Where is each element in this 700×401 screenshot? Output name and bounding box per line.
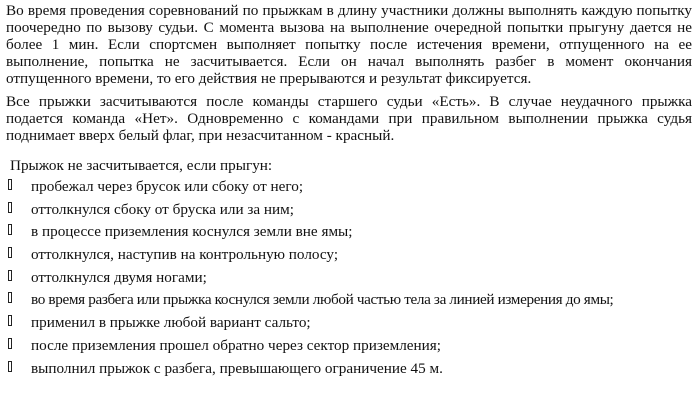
list-item-text: оттолкнулся двумя ногами; xyxy=(31,268,207,286)
square-bullet-icon xyxy=(8,361,12,372)
square-bullet-icon xyxy=(8,338,12,349)
square-bullet-icon xyxy=(8,315,12,326)
square-bullet-icon xyxy=(8,224,12,235)
list-item-text: в процессе приземления коснулся земли вне ямы; xyxy=(31,223,353,241)
square-bullet-icon xyxy=(8,179,12,190)
list-item xyxy=(6,246,692,263)
square-bullet-icon xyxy=(8,292,12,303)
foul-rules-list xyxy=(6,178,692,377)
list-item-text: во время разбега или прыжка коснулся земли любой частью тела за линией измерения до ямы; xyxy=(31,291,614,309)
list-item xyxy=(6,223,692,240)
list-item xyxy=(6,337,692,354)
list-item xyxy=(6,178,692,195)
square-bullet-icon xyxy=(8,270,12,281)
list-item-text: применил в прыжке любой вариант сальто; xyxy=(31,314,311,332)
list-item xyxy=(6,314,692,331)
list-item-text: оттолкнулся сбоку от бруска или за ним; xyxy=(31,200,294,218)
list-item-text: после приземления прошел обратно через сектор приземления; xyxy=(31,336,442,354)
list-item xyxy=(6,269,692,286)
square-bullet-icon xyxy=(8,247,12,258)
list-item-text: выполнил прыжок с разбега, превышающего ограничение 45 м. xyxy=(31,359,443,377)
list-item xyxy=(6,201,692,218)
list-item-text: пробежал через брусок или сбоку от него; xyxy=(31,178,304,195)
square-bullet-icon xyxy=(8,202,12,213)
list-item xyxy=(6,291,692,308)
list-item-text: оттолкнулся, наступив на контрольную полосу; xyxy=(31,246,339,264)
list-item xyxy=(6,360,692,377)
paragraph-judge-commands: Все прыжки засчитываются после команды старшего судьи «Есть». В случае неудачного прыжка подается команда «Нет». Одновременно с командами при правильном выполнении прыжка судья поднимает вверх белый флаг, при незасчитанном - красный. xyxy=(6,93,692,144)
list-intro: Прыжок не засчитывается, если прыгун: xyxy=(10,157,273,174)
paragraph-attempt-timing: Во время проведения соревнований по прыжкам в длину участники должны выполнять каждую попытку поочередно по вызову судьи. С момента вызова на выполнение очередной попытки прыгуну дается не более 1 мин. Если спортсмен выполняет попытку после истечения времени, отпущенного на ее выполнение, попытка не засчитывается. Если он начал выполнять разбег в момент окончания отпущенного времени, то его действия не прерываются и результат фиксируется. xyxy=(6,2,692,87)
